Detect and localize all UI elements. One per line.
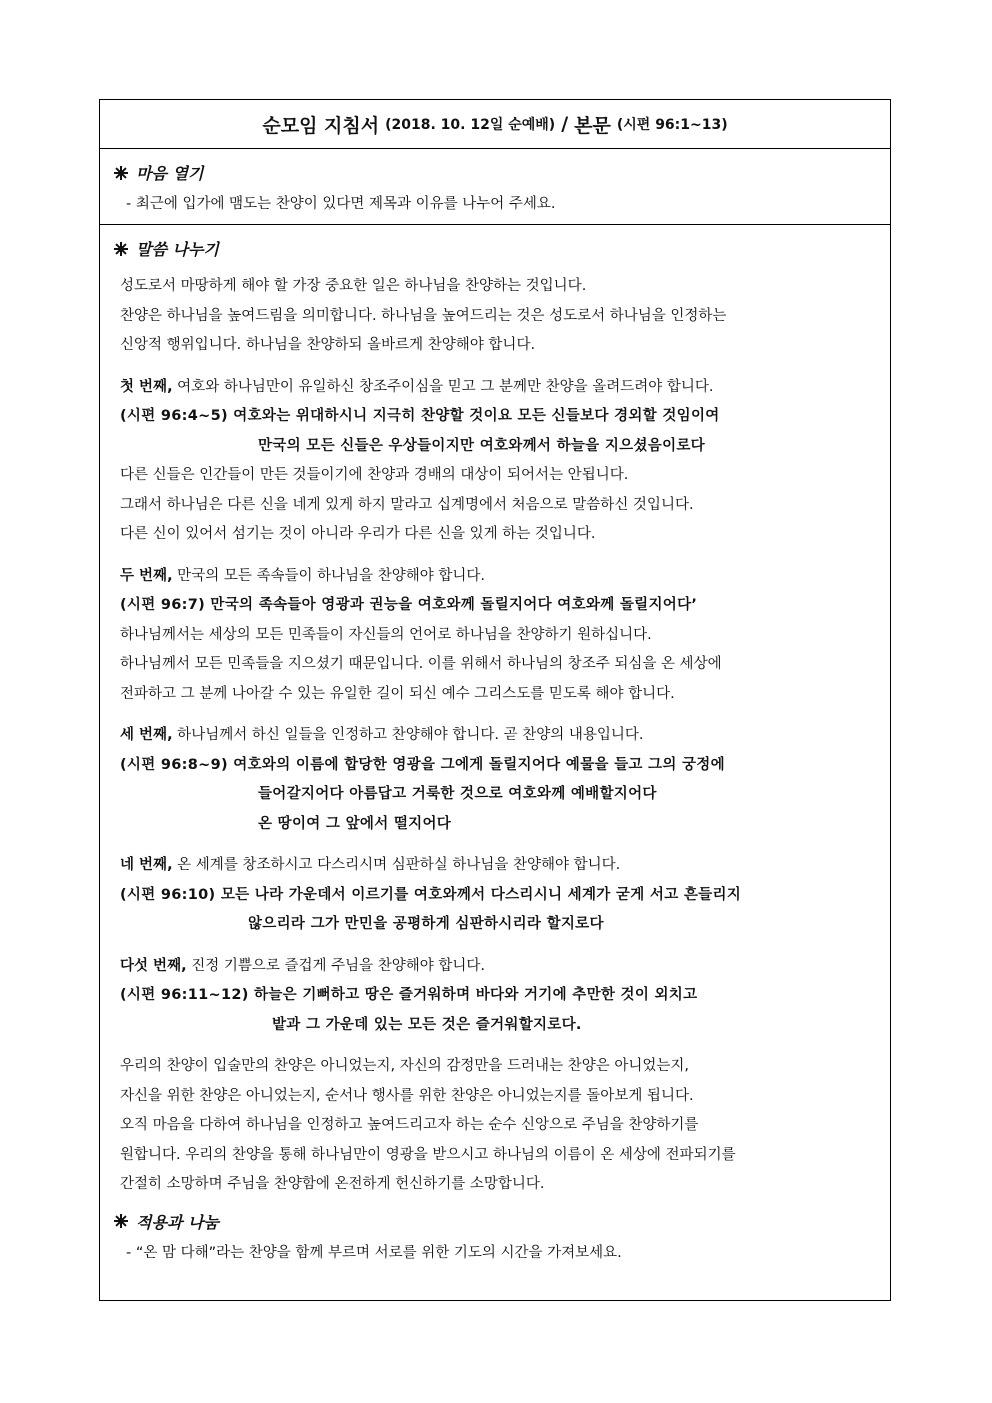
closing-line: 우리의 찬양이 입술만의 찬양은 아니었는지, 자신의 감정만을 드러내는 찬양은 아니었는지, bbox=[120, 1058, 689, 1074]
point-label: 첫 번째, bbox=[120, 378, 173, 395]
guide-frame bbox=[99, 99, 891, 1301]
verse-line: (시편 96:10) 모든 나라 가운데서 이르기를 여호와께서 다스리시니 세계가 굳게 서고 흔들리지 bbox=[120, 886, 742, 903]
section-heading-open bbox=[114, 161, 890, 184]
intro-line: 성도로서 마땅하게 해야 할 가장 중요한 일은 하나님을 찬양하는 것입니다. bbox=[120, 278, 587, 294]
verse-line: 들어갈지어다 아름답고 거룩한 것으로 여호와께 예배할지어다 bbox=[258, 786, 657, 802]
point-heading bbox=[120, 952, 890, 982]
verse-line: (시편 96:8~9) 여호와의 이름에 합당한 영광을 그에게 돌릴지어다 예물을 들고 그의 궁정에 bbox=[120, 756, 725, 773]
point-text: 진정 기쁨으로 즐겁게 주님을 찬양해야 합니다. bbox=[186, 957, 485, 974]
verse-line: 만국의 모든 신들은 우상들이지만 여호와께서 하늘을 지으셨음이로다 bbox=[258, 437, 705, 454]
verse-line: (시편 96:7) 만국의 족속들아 영광과 권능을 여호와께 돌릴지어다 여호와께 돌릴지어다’ bbox=[120, 597, 698, 613]
section-word bbox=[100, 225, 890, 1200]
verse-line: 온 땅이여 그 앞에서 떨지어다 bbox=[258, 815, 452, 832]
question-item: - 최근에 입가에 맴도는 찬양이 있다면 제목과 이유를 나누어 주세요. bbox=[126, 196, 556, 212]
text-label: 본문 bbox=[574, 114, 611, 137]
title-row bbox=[100, 100, 890, 149]
body-line: 전파하고 그 분께 나아갈 수 있는 유일한 길이 되신 예수 그리스도를 믿도록 해야 합니다. bbox=[120, 685, 675, 702]
point-heading bbox=[120, 851, 890, 881]
closing-line: 자신을 위한 찬양은 아니었는지, 순서나 행사를 위한 찬양은 아니었는지를 돌아보게 됩니다. bbox=[120, 1087, 694, 1104]
heading-text: 마음 열기 bbox=[136, 164, 204, 183]
point-label: 다섯 번째, bbox=[120, 957, 187, 974]
intro-line: 신앙적 행위입니다. 하나님을 찬양하되 올바르게 찬양해야 합니다. bbox=[120, 337, 536, 353]
body-line: 다른 신이 있어서 섬기는 것이 아니라 우리가 다른 신을 있게 하는 것입니다. bbox=[120, 526, 596, 542]
verse-line: (시편 96:4~5) 여호와는 위대하시니 지극히 찬양할 것이요 모든 신들보다 경외할 것임이여 bbox=[120, 408, 720, 424]
sun-icon bbox=[114, 242, 128, 256]
point-label: 두 번째, bbox=[120, 567, 173, 584]
title-separator: / bbox=[561, 113, 569, 135]
body-line: 다른 신들은 인간들이 만든 것들이기에 찬양과 경배의 대상이 되어서는 안됩니다. bbox=[120, 467, 629, 483]
point-heading bbox=[120, 721, 890, 751]
section-heading-word bbox=[114, 237, 890, 260]
sun-icon bbox=[114, 1214, 128, 1228]
point-label: 세 번째, bbox=[120, 727, 173, 743]
heading-text: 말씀 나누기 bbox=[136, 240, 219, 259]
closing-line: 오직 마음을 다하여 하나님을 인정하고 높여드리고자 하는 순수 신앙으로 주님을 찬양하기를 bbox=[120, 1117, 699, 1133]
apply-item: - “온 맘 다해”라는 찬양을 함께 부르며 서로를 위한 기도의 시간을 가져보세요. bbox=[126, 1244, 622, 1261]
point-label: 네 번째, bbox=[120, 857, 173, 873]
section-heading-apply bbox=[114, 1210, 890, 1233]
point-heading bbox=[120, 373, 890, 403]
sermon-body bbox=[114, 260, 890, 1200]
point-heading bbox=[120, 562, 890, 592]
section-apply bbox=[100, 1200, 890, 1262]
verse-line: (시편 96:11~12) 하늘은 기뻐하고 땅은 즐거워하며 바다와 거기에 추만한 것이 외치고 bbox=[120, 987, 698, 1003]
heading-text: 적용과 나눔 bbox=[136, 1212, 219, 1232]
closing-line: 원합니다. 우리의 찬양을 통해 하나님만이 영광을 받으시고 하나님의 이름이 온 세상에 전파되기를 bbox=[120, 1146, 736, 1163]
point-text: 하나님께서 하신 일들을 인정하고 찬양해야 합니다. 곧 찬양의 내용입니다. bbox=[172, 727, 644, 743]
worship-date: (2018. 10. 12일 순예배) bbox=[385, 117, 556, 133]
point-text: 만국의 모든 족속들이 하나님을 찬양해야 합니다. bbox=[172, 567, 485, 584]
body-line: 하나님께서 모든 민족들을 지으셨기 때문입니다. 이를 위해서 하나님의 창조주 되심을 온 세상에 bbox=[120, 656, 722, 672]
body-line: 그래서 하나님은 다른 신을 네게 있게 하지 말라고 십계명에서 처음으로 말씀하신 것입니다. bbox=[120, 496, 694, 513]
verse-line: 밭과 그 가운데 있는 모든 것은 즐거워할지로다. bbox=[272, 1016, 582, 1033]
verse-line: 않으리라 그가 만민을 공평하게 심판하시리라 할지로다 bbox=[248, 916, 604, 932]
body-line: 하나님께서는 세상의 모든 민족들이 자신들의 언어로 하나님을 찬양하기 원하십니다. bbox=[120, 626, 652, 643]
closing-line: 간절히 소망하며 주님을 찬양함에 온전하게 헌신하기를 소망합니다. bbox=[120, 1176, 545, 1192]
page-title: 순모임 지침서 bbox=[262, 114, 380, 137]
point-text: 여호와 하나님만이 유일하신 창조주이심을 믿고 그 분께만 찬양을 올려드려야 합니다. bbox=[172, 378, 714, 395]
section-open-heart bbox=[100, 149, 890, 225]
intro-line: 찬양은 하나님을 높여드림을 의미합니다. 하나님을 높여드리는 것은 성도로서 하나님을 인정하는 bbox=[120, 307, 727, 324]
point-text: 온 세계를 창조하시고 다스리시며 심판하실 하나님을 찬양해야 합니다. bbox=[172, 857, 621, 873]
sun-icon bbox=[114, 166, 128, 180]
scripture-reference: (시편 96:1~13) bbox=[616, 117, 728, 133]
